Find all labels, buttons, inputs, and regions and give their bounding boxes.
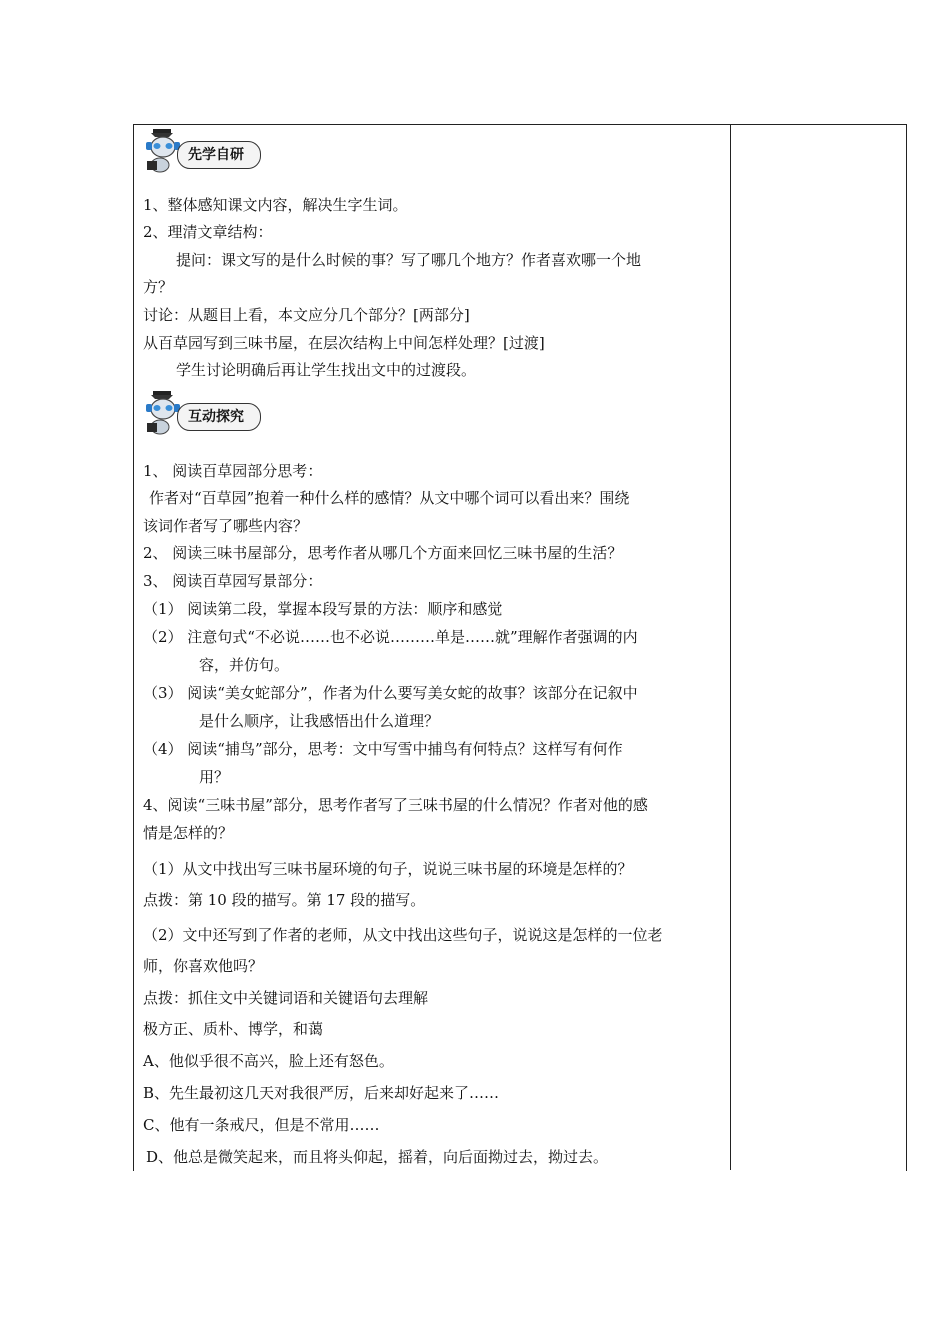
section-badge-pre-study [143,127,273,167]
section-title-interactive: 互动探究 [177,403,261,431]
text-line: （2）文中还写到了作者的老师，从文中找出这些句子，说说这是怎样的一位老 [143,926,663,944]
text-line: 1、 阅读百草园部分思考： [143,462,323,480]
text-line: 4、阅读“三味书屋”部分，思考作者写了三味书屋的什么情况？作者对他的感 [143,796,648,814]
text-line: 极方正、质朴、博学，和蔼 [143,1020,324,1038]
text-line: 2、 阅读三味书屋部分，思考作者从哪几个方面来回忆三味书屋的生活？ [143,544,623,562]
text-line: A、他似乎很不高兴，脸上还有怒色。 [143,1052,394,1070]
section-title-pre-study: 先学自研 [177,141,261,169]
text-line: （3） 阅读“美女蛇部分”，作者为什么要写美女蛇的故事？该部分在记叙中 [143,684,638,702]
text-line: 师，你喜欢他吗？ [143,957,264,975]
text-line: 2、理清文章结构： [143,223,273,241]
text-line: 学生讨论明确后再让学生找出文中的过渡段。 [176,361,477,379]
text-line: 讨论：从题目上看，本文应分几个部分？[两部分] [143,306,470,324]
text-line: 方？ [143,278,174,296]
text-line: （2） 注意句式“不必说……也不必说………单是……就”理解作者强调的内 [143,628,638,646]
text-line: 作者对“百草园”抱着一种什么样的感情？从文中哪个词可以看出来？围绕 [149,489,630,507]
text-line: D、他总是微笑起来，而且将头仰起，摇着，向后面拗过去，拗过去。 [146,1148,609,1166]
text-line: 点拨：抓住文中关键词语和关键语句去理解 [143,989,429,1007]
text-line: 用？ [199,768,230,786]
section-badge-interactive [143,389,273,429]
text-line: C、他有一条戒尺，但是不常用…… [143,1116,380,1134]
text-line: 该词作者写了哪些内容？ [143,517,309,535]
text-line: 容，并仿句。 [199,656,290,674]
lesson-table [133,124,907,1171]
text-line: 3、 阅读百草园写景部分： [143,572,323,590]
text-line: 情是怎样的？ [143,824,234,842]
text-line: 点拨：第 10 段的描写。第 17 段的描写。 [143,891,426,909]
text-line: 1、整体感知课文内容，解决生字生词。 [143,196,408,214]
text-line: 提问：课文写的是什么时候的事？写了哪几个地方？作者喜欢哪一个地 [176,251,642,269]
text-line: 从百草园写到三味书屋，在层次结构上中间怎样处理？[过渡] [143,334,545,352]
text-line: （1）从文中找出写三味书屋环境的句子，说说三味书屋的环境是怎样的？ [143,860,633,878]
table-column-divider [730,124,731,1170]
text-line: （4） 阅读“捕鸟”部分，思考：文中写雪中捕鸟有何特点？这样写有何作 [143,740,623,758]
text-line: （1） 阅读第二段，掌握本段写景的方法：顺序和感觉 [143,600,503,618]
text-line: B、先生最初这几天对我很严厉，后来却好起来了…… [143,1084,500,1102]
text-line: 是什么顺序，让我感悟出什么道理？ [199,712,440,730]
